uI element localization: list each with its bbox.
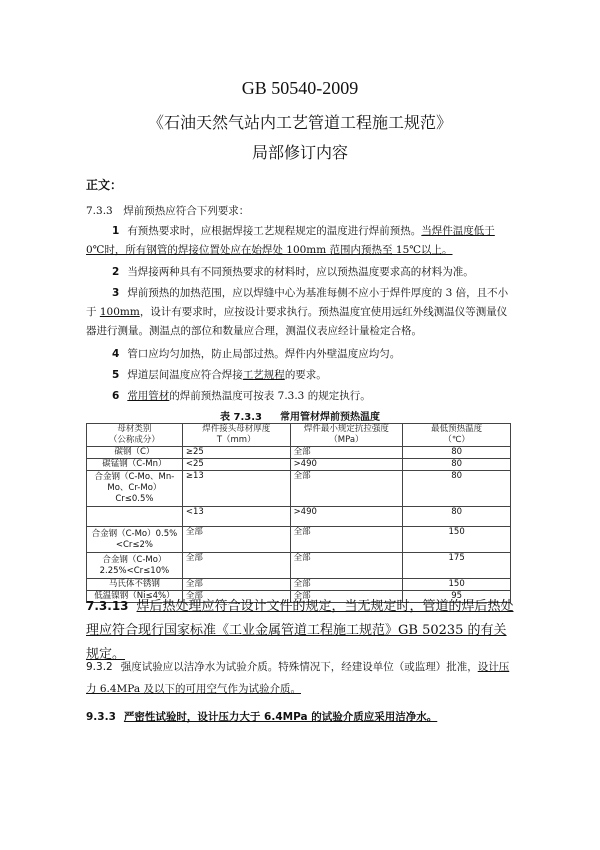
header-strength: 焊件最小规定抗拉强度 （MPa） bbox=[290, 424, 403, 447]
clause-text-underlined: 设计压力 6.4MPa 及以下的可用空气作为试验介质。 bbox=[86, 661, 510, 695]
clause-number: 9.3.2 bbox=[86, 661, 113, 673]
cell-thickness: 全部 bbox=[182, 553, 290, 579]
cell-material: 合金钢（C-Mo、Mn-Mo、Cr-Mo）Cr≤0.5% bbox=[87, 471, 183, 507]
clause-9-3-3 bbox=[86, 707, 516, 727]
cell-strength: >490 bbox=[290, 459, 403, 471]
table-row bbox=[87, 553, 511, 579]
item-text-underlined: 当焊件温度低于 0℃时，所有钢管的焊接位置处应在始焊处 100mm 范围内预热至 15℃以上。 bbox=[86, 225, 495, 256]
item-text: 有预热要求时，应根据焊接工艺规程规定的温度进行焊前预热。 bbox=[127, 225, 422, 237]
item-text-underlined: 100mm bbox=[99, 306, 140, 318]
cell-material: 碳锰钢（C-Mn） bbox=[87, 459, 183, 471]
item-number: 6 bbox=[112, 390, 120, 402]
table-number: 表 7.3.3 bbox=[220, 412, 262, 423]
cell-strength: 全部 bbox=[290, 527, 403, 553]
item-text: 当焊接两种具有不同预热要求的材料时，应以预热温度要求高的材料为准。 bbox=[127, 266, 474, 278]
item-text-underlined: 工艺规程 bbox=[242, 369, 285, 381]
cell-thickness: <25 bbox=[182, 459, 290, 471]
cell-temperature: 95 bbox=[403, 591, 511, 603]
table-row bbox=[87, 507, 511, 527]
item-text-underlined: 常用管材 bbox=[127, 390, 170, 402]
list-item-1 bbox=[86, 222, 516, 260]
cell-temperature: 80 bbox=[403, 459, 511, 471]
item-number: 5 bbox=[112, 369, 120, 381]
list-item-3 bbox=[86, 284, 516, 341]
cell-material: 碳钢（C） bbox=[87, 447, 183, 459]
item-text: ，设计有要求时，应按设计要求执行。预热温度宜使用远红外线测温仪等测量仪器进行测量。测温点的部位和数量应合理，测温仪表应经计量检定合格。 bbox=[86, 306, 508, 337]
cell-temperature: 150 bbox=[403, 579, 511, 591]
cell-strength: 全部 bbox=[290, 447, 403, 459]
cell-strength: >490 bbox=[290, 507, 403, 527]
item-number: 4 bbox=[112, 348, 120, 360]
table-row bbox=[87, 579, 511, 591]
item-text: 焊前预热的加热范围，应以焊缝中心为基准每侧不应小于焊件厚度的 3 倍，且不小于 bbox=[86, 287, 509, 318]
section-label: 正文： bbox=[86, 178, 123, 192]
cell-material bbox=[87, 507, 183, 527]
table-caption bbox=[0, 408, 600, 423]
list-item-4 bbox=[86, 345, 516, 364]
cell-temperature: 80 bbox=[403, 471, 511, 507]
clause-9-3-2 bbox=[86, 656, 516, 700]
cell-thickness: 全部 bbox=[182, 579, 290, 591]
clause-text-underlined: 严密性试验时，设计压力大于 6.4MPa 的试验介质应采用洁净水。 bbox=[123, 711, 438, 723]
document-subtitle: 局部修订内容 bbox=[251, 143, 348, 162]
cell-thickness: ≥25 bbox=[182, 447, 290, 459]
cell-strength: 全部 bbox=[290, 471, 403, 507]
cell-material: 合金钢（C-Mo）0.5%<Cr≤2% bbox=[87, 527, 183, 553]
list-item-2 bbox=[86, 263, 516, 282]
item-text: 管口应均匀加热，防止局部过热。焊件内外壁温度应均匀。 bbox=[127, 348, 401, 360]
cell-material: 低温镍钢（Ni≤4%） bbox=[87, 591, 183, 603]
header-temperature: 最低预热温度 （℃） bbox=[403, 424, 511, 447]
item-number: 3 bbox=[112, 287, 120, 299]
item-text: 的焊前预热温度可按表 7.3.3 的规定执行。 bbox=[169, 390, 371, 402]
cell-temperature: 80 bbox=[403, 447, 511, 459]
standard-name: 《石油天然气站内工艺管道工程施工规范》 bbox=[147, 113, 452, 132]
cell-strength: 全部 bbox=[290, 591, 403, 603]
preheat-temperature-table bbox=[86, 423, 511, 603]
cell-strength: 全部 bbox=[290, 553, 403, 579]
cell-material: 马氏体不锈钢 bbox=[87, 579, 183, 591]
table-title: 常用管材焊前预热温度 bbox=[279, 412, 380, 423]
list-item-6 bbox=[86, 387, 516, 406]
cell-thickness: 全部 bbox=[182, 527, 290, 553]
table-header-row bbox=[87, 424, 511, 447]
cell-temperature: 80 bbox=[403, 507, 511, 527]
item-number: 1 bbox=[112, 225, 120, 237]
cell-thickness: ≥13 bbox=[182, 471, 290, 507]
cell-material: 合金钢（C-Mo）2.25%<Cr≤10% bbox=[87, 553, 183, 579]
list-item-5 bbox=[86, 366, 516, 385]
clause-text: 强度试验应以洁净水为试验介质。特殊情况下，经建设单位（或监理）批准， bbox=[120, 661, 478, 673]
clause-text-underlined: 焊后热处理应符合设计文件的规定，当无规定时，管道的焊后热处理应符合现行国家标准《工业金属管道工程施工规范》GB 50235 的有关规定。 bbox=[86, 599, 514, 662]
item-text: 焊道层间温度应符合焊接 bbox=[127, 369, 243, 381]
table-row bbox=[87, 527, 511, 553]
clause-7-3-3-heading: 7.3.3 焊前预热应符合下列要求： bbox=[86, 205, 250, 217]
cell-thickness: 全部 bbox=[182, 591, 290, 603]
table-row bbox=[87, 471, 511, 507]
cell-temperature: 150 bbox=[403, 527, 511, 553]
standard-code: GB 50540-2009 bbox=[241, 78, 359, 98]
cell-temperature: 175 bbox=[403, 553, 511, 579]
header-thickness: 焊件接头母材厚度 T（mm） bbox=[182, 424, 290, 447]
header-material: 母材类别 （公称成分） bbox=[87, 424, 183, 447]
item-number: 2 bbox=[112, 266, 120, 278]
clause-number: 7.3.13 bbox=[86, 599, 129, 613]
cell-strength: 全部 bbox=[290, 579, 403, 591]
item-text: 的要求。 bbox=[284, 369, 327, 381]
clause-number: 9.3.3 bbox=[86, 711, 116, 723]
table-row bbox=[87, 459, 511, 471]
cell-thickness: <13 bbox=[182, 507, 290, 527]
table-row bbox=[87, 447, 511, 459]
